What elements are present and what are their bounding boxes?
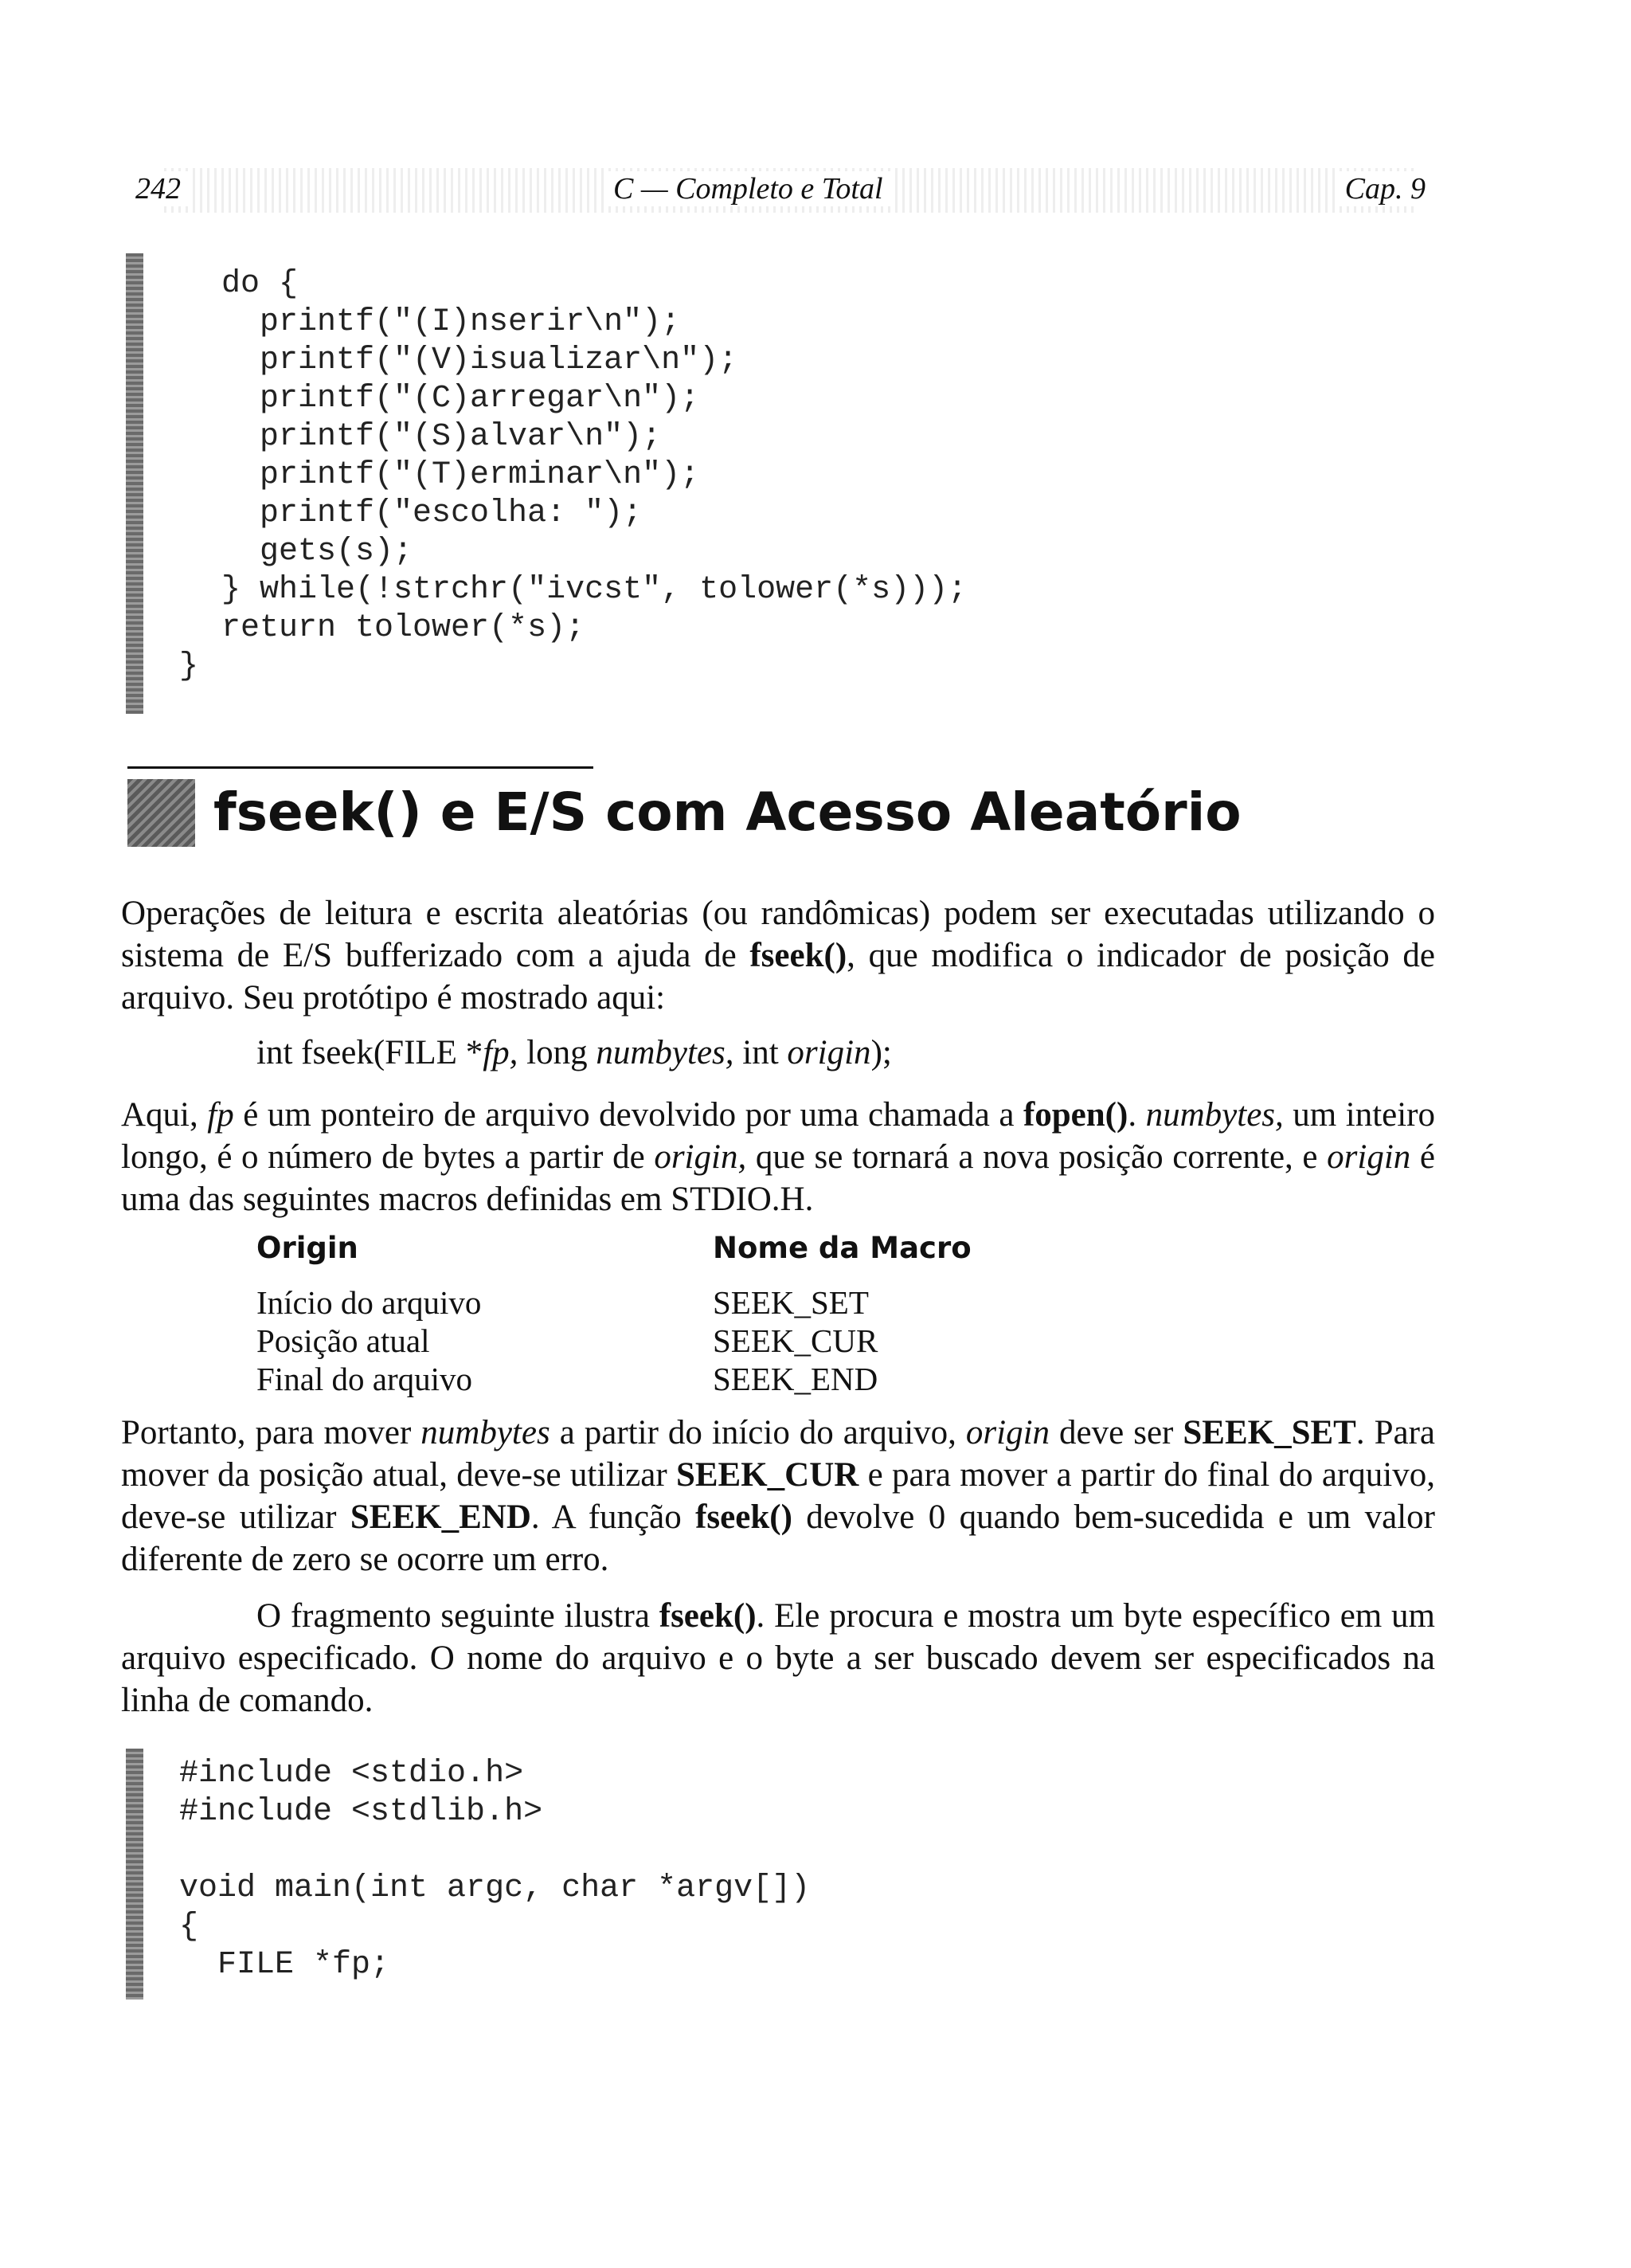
- code-block-2: [179, 1755, 810, 1984]
- section-title: fseek() e E/S com Acesso Aleatório: [213, 781, 1242, 843]
- table-cell-macro: SEEK_END: [713, 1361, 878, 1397]
- paragraph-4: O fragmento seguinte ilustra fseek(). Ele procura e mostra um byte específico em um arquivo especificado. O nome do arquivo e o byte a ser buscado devem ser especificados na linha de comando.: [121, 1597, 1435, 1719]
- code-line: do {: [221, 266, 299, 302]
- table-header-macro: Nome da Macro: [713, 1231, 972, 1265]
- code-line: printf("escolha: ");: [221, 496, 643, 531]
- function-prototype: int fseek(FILE *fp, long numbytes, int origin);: [256, 1034, 892, 1071]
- paragraph-1: Operações de leitura e escrita aleatórias (ou randômicas) podem ser executadas utilizando o sistema de E/S bufferizado com a ajuda de fseek(), que modifica o indicador de posição de arquivo. Seu protótipo é mostrado aqui:: [121, 895, 1435, 1016]
- table-cell-macro: SEEK_CUR: [713, 1322, 878, 1359]
- table-header-origin: Origin: [256, 1231, 358, 1265]
- paragraph-2: Aqui, fp é um ponteiro de arquivo devolvido por uma chamada a fopen(). numbytes, um inteiro longo, é o número de bytes a partir de origin, que se tornará a nova posição corrente, e origin é uma das seguintes macros definidas em STDIO.H.: [121, 1096, 1436, 1218]
- code-line: printf("(V)isualizar\n");: [221, 343, 738, 378]
- paragraph-3: Portanto, para mover numbytes a partir do início do arquivo, origin deve ser SEEK_SET. Para mover da posição atual, deve-se utilizar SEEK_CUR e para mover a partir do final do arquivo, deve-se utilizar SEEK_END. A função fseek() devolve 0 quando bem-sucedida e um valor diferente de zero se ocorre um erro.: [121, 1414, 1435, 1578]
- code-line: return tolower(*s);: [221, 610, 585, 646]
- code-line: gets(s);: [221, 534, 413, 570]
- section-rule: [127, 766, 593, 769]
- chapter-label: Cap. 9: [1337, 171, 1433, 206]
- code-line: FILE *fp;: [179, 1947, 390, 1983]
- code-line: {: [179, 1909, 199, 1945]
- page-number: 242: [127, 171, 189, 206]
- table-cell-macro: SEEK_SET: [713, 1284, 869, 1321]
- code-line: } while(!strchr("ivcst", tolower(*s)));: [221, 572, 968, 608]
- code-closing-brace: }: [179, 648, 199, 684]
- code-line: printf("(S)alvar\n");: [221, 419, 662, 455]
- code-line: void main(int argc, char *argv[]): [179, 1870, 811, 1906]
- code-block-1: [221, 265, 967, 648]
- code-margin-bar: [126, 1749, 143, 2000]
- code-line: #include <stdlib.h>: [179, 1794, 543, 1830]
- code-margin-bar: [126, 253, 143, 714]
- code-line: #include <stdio.h>: [179, 1756, 524, 1792]
- code-line: printf("(C)arregar\n");: [221, 381, 700, 417]
- book-title: C — Completo e Total: [605, 171, 891, 206]
- code-line: printf("(I)nserir\n");: [221, 304, 681, 340]
- table-cell-origin: Final do arquivo: [256, 1361, 473, 1397]
- table-cell-origin: Posição atual: [256, 1322, 430, 1359]
- section-marker-icon: [127, 779, 195, 847]
- code-line: printf("(T)erminar\n");: [221, 457, 700, 493]
- running-header: [127, 163, 1433, 219]
- code-line: [179, 1831, 810, 1870]
- table-cell-origin: Início do arquivo: [256, 1284, 482, 1321]
